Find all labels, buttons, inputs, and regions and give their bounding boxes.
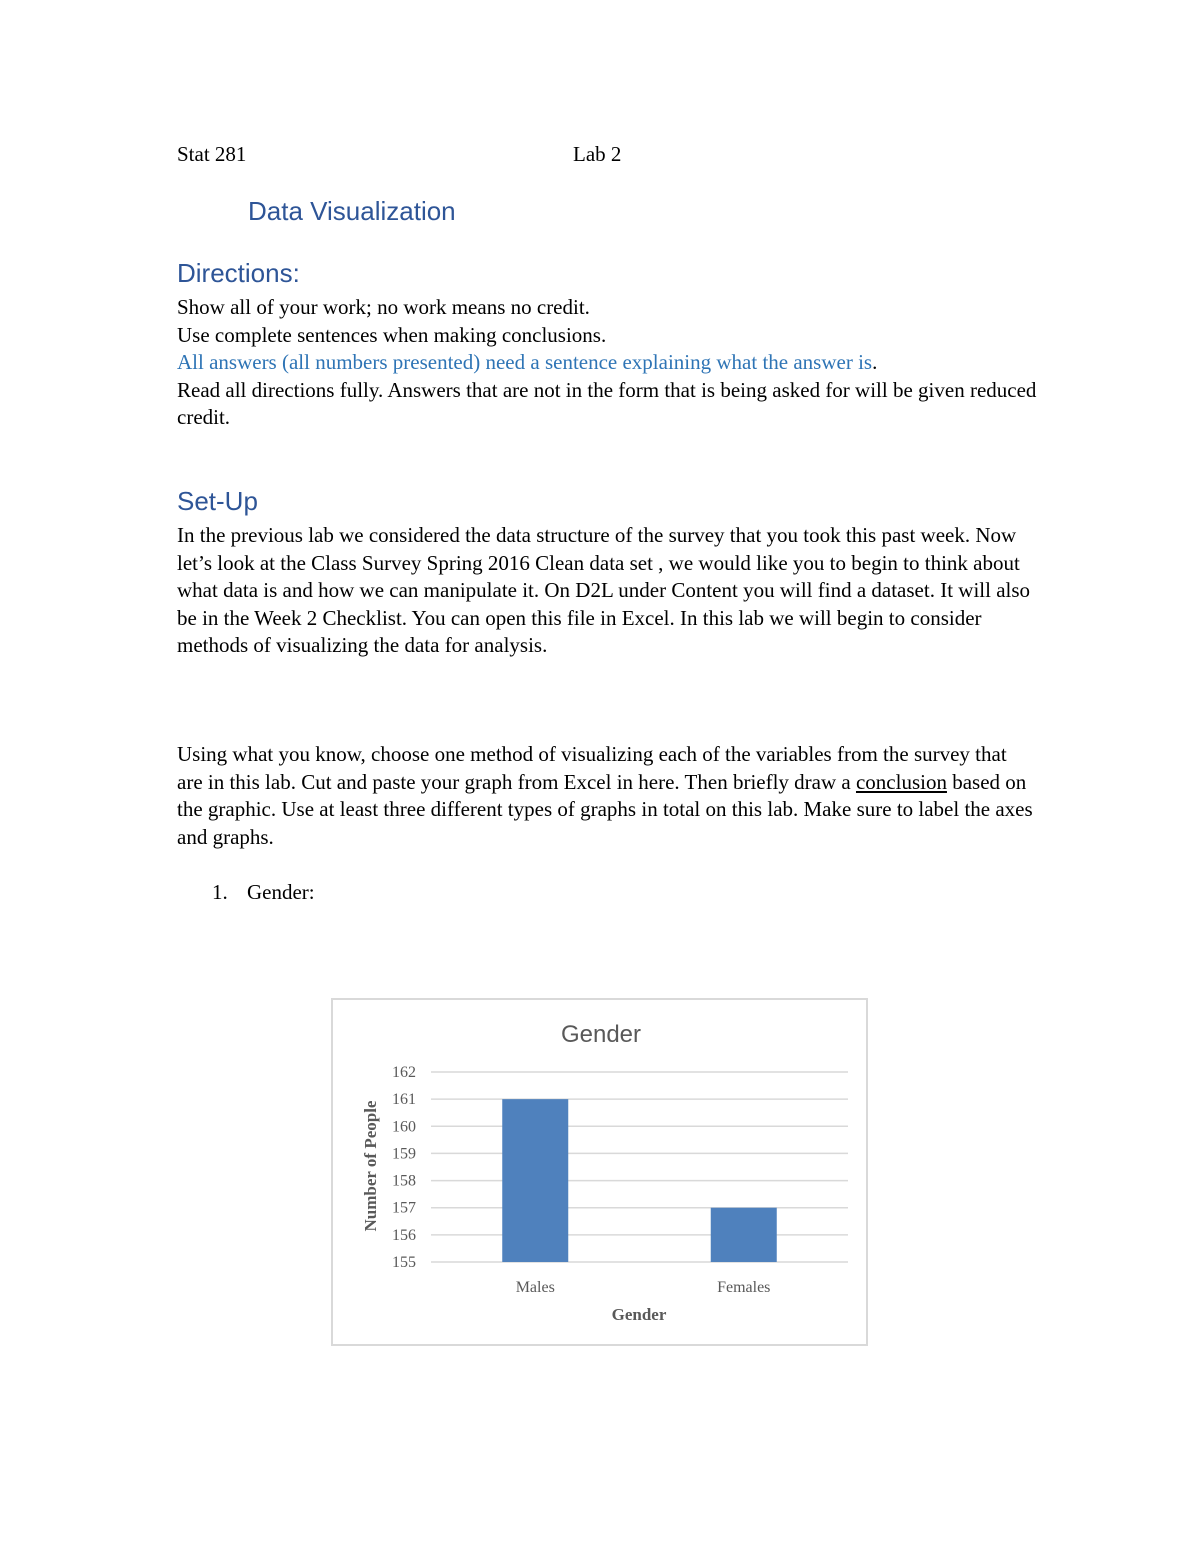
lab-label: Lab 2 [573,142,622,166]
y-tick-label: 157 [392,1199,416,1217]
directions-line: Read all directions fully. Answers that are not in the form that is being asked for will be given reduced credit. [177,377,1037,429]
directions-line: Show all of your work; no work means no credit. [177,295,590,319]
conclusion-word: conclusion [855,769,947,794]
y-tick-label: 158 [392,1172,416,1190]
x-tick-label: Females [717,1279,771,1296]
y-tick-label: 155 [392,1254,416,1271]
y-tick-label: 159 [392,1145,416,1163]
directions-list [177,294,1037,432]
highlight-text: All answers (all numbers presented) need a sentence explaining what the answer is [177,350,873,374]
bar-males [502,1099,568,1262]
setup-text: In the previous lab we considered the data structure of the survey that you took this past week. Now let’s look at the Class Survey Spring 2016 Clean data set , we would like you to begin to think about what data is and how we can manipulate it. On D2L under Content you will find a dataset. It will also be in the Week 2 Checklist. You can open this file in Excel. In this lab we will begin to consider methods of visualizing the data for analysis. [177,523,1031,657]
document-title: Data Visualization [248,196,456,226]
x-tick-label: Males [515,1279,555,1296]
setup-paragraph [177,522,1037,660]
y-axis-label: Number of People [361,1100,380,1232]
directions-heading: Directions: [177,258,300,288]
item-label: Gender: [247,880,315,904]
setup-heading: Set-Up [177,486,258,516]
y-tick-label: 162 [392,1064,416,1081]
period: . [872,350,878,374]
chart-canvas [333,1000,870,1348]
instructions-text-end: based on the graphic. Use at least three different types of graphs in total on this lab. Make sure to label the axes and graphs. [177,769,1033,849]
y-tick-label: 160 [392,1118,416,1136]
item-number: 1. [212,880,228,904]
chart-title: Gender [560,1021,642,1048]
instructions-text: Using what you know, choose one method of visualizing each of the variables from the survey that are in this lab. Cut and paste your graph from Excel in here. Then briefly draw a [177,742,1007,794]
course-label: Stat 281 [177,142,247,166]
list-item [212,880,315,905]
directions-line-highlight [177,349,1037,377]
bar-females [711,1208,777,1262]
gender-chart [331,998,868,1346]
x-axis-label: Gender [611,1305,667,1324]
instructions-paragraph [177,741,1037,851]
y-tick-label: 156 [392,1226,416,1244]
directions-line: Use complete sentences when making conclusions. [177,322,607,347]
y-tick-label: 161 [392,1091,416,1109]
